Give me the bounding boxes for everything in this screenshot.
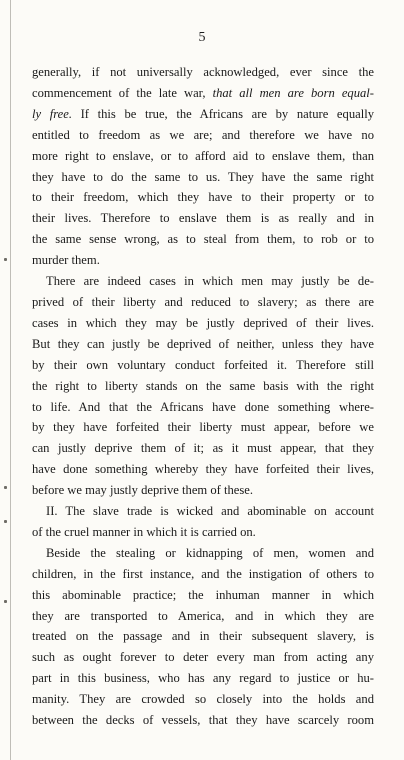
text-line: prived of their liberty and reduced to slavery; as there are [32, 294, 374, 309]
text-line: to life. And that the Africans have done something where- [32, 399, 374, 414]
text-line: by they have forfeited their liberty must appear, before we [32, 420, 374, 435]
text-line: children, in the first instance, and the instigation of others to [32, 566, 374, 581]
binding-mark [4, 600, 7, 603]
text-line: Beside the stealing or kidnapping of men, women and [46, 545, 374, 560]
text-line: to their freedom, which they have to their property or to [32, 190, 374, 205]
text-line: they are transported to America, and in which they are [32, 608, 374, 623]
text-line: generally, if not universally acknowledged, ever since the [32, 65, 374, 79]
text-line: their lives. Therefore to enslave them is as really and in [32, 211, 374, 226]
text-line: treated on the passage and in their subsequent slavery, is [32, 629, 374, 644]
italic-phrase: that all men are born equal- [212, 85, 374, 100]
paragraph-4 [32, 543, 374, 731]
text-segment: commencement of the late war, [32, 85, 213, 100]
page-number: 5 [198, 30, 206, 45]
text-line: such as ought forever to deter every man from acting any [32, 650, 374, 665]
text-line: part in this business, who has any regard to justice or hu- [32, 671, 374, 686]
binding-marks [4, 0, 12, 760]
text-line: cases in which they may be justly deprived of their lives. [32, 315, 374, 330]
text-line: before we may justly deprive them of these. [32, 483, 254, 498]
text-line: entitled to freedom as we are; and therefore we have no [32, 127, 374, 142]
paragraph-2 [32, 271, 374, 501]
paragraph-1 [32, 62, 374, 271]
text-line: There are indeed cases in which men may justly be de- [46, 274, 374, 289]
text-line: II. The slave trade is wicked and abominable on account [46, 504, 374, 519]
binding-mark [4, 258, 7, 261]
text-line: manity. They are crowded so closely into the holds and [32, 692, 374, 707]
text-line [32, 104, 374, 125]
text-line: can justly deprive them of it; as it must appear, that they [32, 441, 374, 456]
text-line: But they can justly be deprived of neither, unless they have [32, 336, 374, 351]
italic-phrase: ly free. [32, 106, 72, 121]
text-line: more right to enslave, or to afford aid to enslave them, than [32, 148, 374, 163]
body-text [32, 62, 374, 731]
binding-mark [4, 486, 7, 489]
text-line: the right to liberty stands on the same basis with the right [32, 378, 374, 393]
text-line: murder them. [32, 253, 100, 268]
text-line: the same sense wrong, as to steal from them, to rob or to [32, 232, 374, 247]
text-line: have done something whereby they have forfeited their lives, [32, 462, 374, 477]
text-line: this abominable practice; the inhuman manner in which [32, 587, 374, 602]
binding-mark [4, 520, 7, 523]
paragraph-3 [32, 501, 374, 543]
text-line: between the decks of vessels, that they have scarcely room [32, 713, 374, 728]
text-line: they have to do the same to us. They have the same right [32, 169, 374, 184]
text-line: of the cruel manner in which it is carried on. [32, 524, 256, 539]
text-line: by their own voluntary conduct forfeited it. Therefore still [32, 357, 374, 372]
text-line [32, 83, 374, 104]
text-segment: If this be true, the Africans are by nature equally [71, 106, 375, 121]
